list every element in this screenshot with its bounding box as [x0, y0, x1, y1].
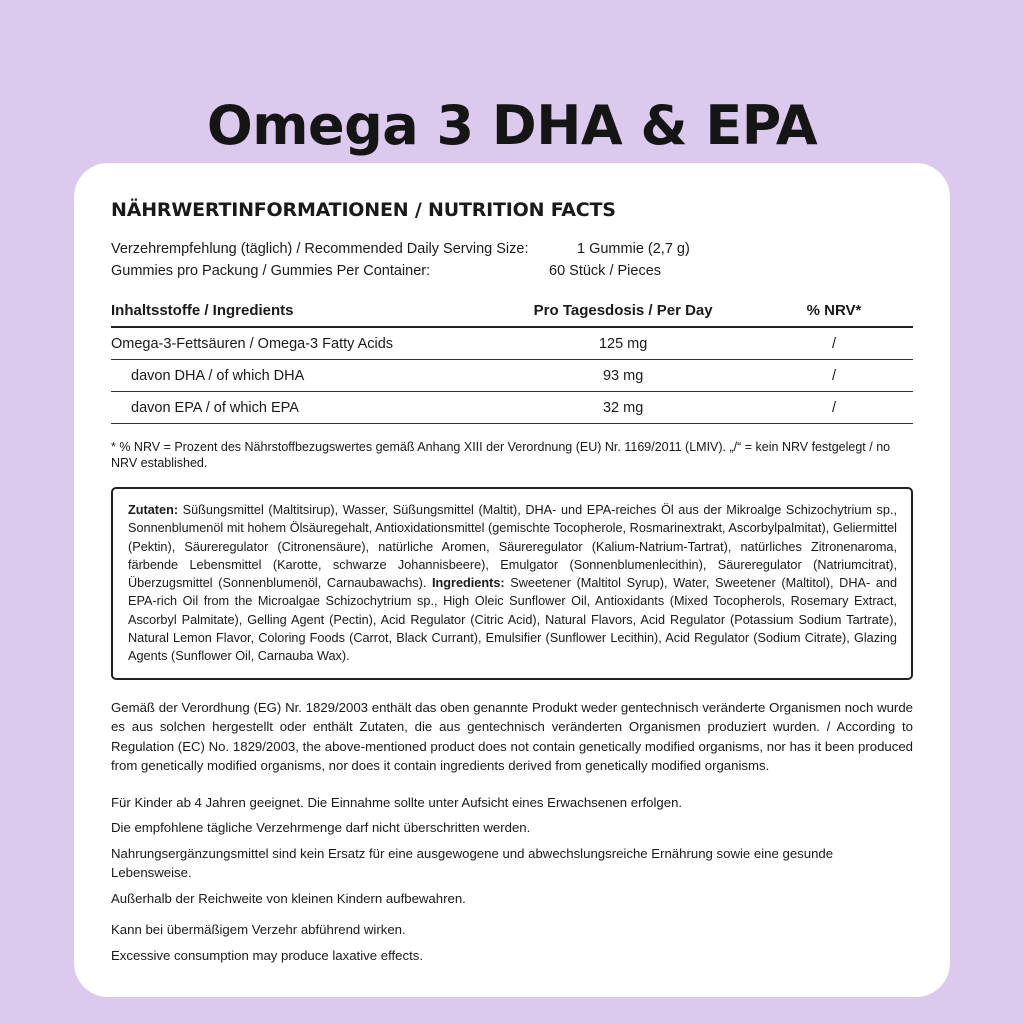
note-item: Kann bei übermäßigem Verzehr abführend wirken. [111, 922, 406, 938]
per-container-label: Gummies pro Packung / Gummies Per Container: [111, 263, 431, 279]
header-nrv: % NRV* [755, 294, 913, 327]
table-header-row [111, 294, 913, 327]
row-name: davon DHA / of which DHA [111, 360, 491, 392]
note-item: Excessive consumption may produce laxative effects. [111, 947, 424, 963]
header-ingredients: Inhaltsstoffe / Ingredients [111, 294, 491, 327]
ingredients-de-text: Süßungsmittel (Maltitsirup), Wasser, Süßungsmittel (Maltit), DHA- und EPA-reiches Öl aus der Mikroalge Schizochytrium sp., Sonnenblumenöl mit hohem Ölsäuregehalt, Antioxidationsmittel (gemischte Tocopherole, Rosmarinextrakt, Ascorbylpalmitat), Geliermittel (Pektin), Säureregulator (Citronensäure), natürliche Aromen, Säureregulator (Kalium-Natrium-Tartrat), natürliches Zitronenaroma, färbende Lebensmittel (Karotte, schwarze Johannisbeere), Emulgator (Sonnenblumenlecithin), Säureregulator (Natriumcitrat), Überzugsmittel (Sonnenblumenöl, Carnaubawachs). [128, 503, 897, 591]
nrv-footnote: * % NRV = Prozent des Nährstoffbezugswertes gemäß Anhang XIII der Verordnung (EU) Nr. 1169/2011 (LMIV). „/“ = kein NRV festgelegt / no NRV established. [111, 440, 891, 470]
nutrition-table [111, 294, 913, 424]
row-amount: 93 mg [491, 360, 755, 392]
note-item: Nahrungsergänzungsmittel sind kein Ersatz für eine ausgewogene und abwechslungsreiche Ernährung sowie eine gesunde Lebensweise. [111, 845, 834, 881]
serving-size-value: 1 Gummie (2,7 g) [577, 241, 690, 257]
ingredients-en-text: Sweetener (Maltitol Syrup), Water, Sweetener (Maltitol), DHA- and EPA-rich Oil from the Microalgae Schizochytrium sp., High Oleic Sunflower Oil, Antioxidants (Mixed Tocopherols, Rosemary Extract, Ascorbyl Palmitate), Gelling Agent (Pectin), Acid Regulator (Citric Acid), Natural Flavors, Acid Regulator (Potassium Sodium Tartrate), Natural Lemon Flavor, Coloring Foods (Carrot, Black Currant), Emulsifier (Sunflower Lecithin), Acid Regulator (Sodium Citrate), Glazing Agents (Sunflower Oil, Carnauba Wax). [128, 576, 897, 664]
card-content [111, 199, 913, 971]
section-heading: NÄHRWERTINFORMATIONEN / NUTRITION FACTS [111, 199, 616, 221]
notes-list [111, 793, 913, 966]
gmo-statement: Gemäß der Verordhung (EG) Nr. 1829/2003 enthält das oben genannte Produkt weder gentechnisch veränderte Organismen noch wurde es aus solchen hergestellt oder enthält Zutaten, die aus gentechnisch veränderten Organismen produziert wurden. / According to Regulation (EC) No. 1829/2003, the above-mentioned product does not contain genetically modified organisms, nor has it been produced from genetically modified organisms, nor does it contain ingredients derived from genetically modified organisms. [111, 699, 913, 774]
row-amount: 125 mg [491, 327, 755, 360]
nutrition-card [74, 163, 950, 997]
serving-size-row [111, 238, 913, 260]
row-name: Omega-3-Fettsäuren / Omega-3 Fatty Acids [111, 327, 491, 360]
page-title: Omega 3 DHA & EPA [206, 94, 818, 158]
row-nrv: / [755, 392, 913, 424]
table-row [111, 360, 913, 392]
table-row [111, 392, 913, 424]
row-nrv: / [755, 360, 913, 392]
row-amount: 32 mg [491, 392, 755, 424]
row-nrv: / [755, 327, 913, 360]
note-item: Außerhalb der Reichweite von kleinen Kindern aufbewahren. [111, 890, 466, 906]
ingredients-box [111, 487, 913, 680]
serving-size-label: Verzehrempfehlung (täglich) / Recommended Daily Serving Size: [111, 241, 529, 257]
ingredients-en-label: Ingredients: [432, 576, 505, 591]
serving-info [111, 238, 913, 282]
note-item: Für Kinder ab 4 Jahren geeignet. Die Einnahme sollte unter Aufsicht eines Erwachsenen erfolgen. [111, 794, 683, 810]
note-item: Die empfohlene tägliche Verzehrmenge darf nicht überschritten werden. [111, 820, 531, 836]
per-container-value: 60 Stück / Pieces [549, 263, 662, 279]
header-per-day: Pro Tagesdosis / Per Day [491, 294, 755, 327]
table-row [111, 327, 913, 360]
per-container-row [111, 260, 913, 282]
row-name: davon EPA / of which EPA [111, 392, 491, 424]
ingredients-de-label: Zutaten: [128, 503, 179, 517]
